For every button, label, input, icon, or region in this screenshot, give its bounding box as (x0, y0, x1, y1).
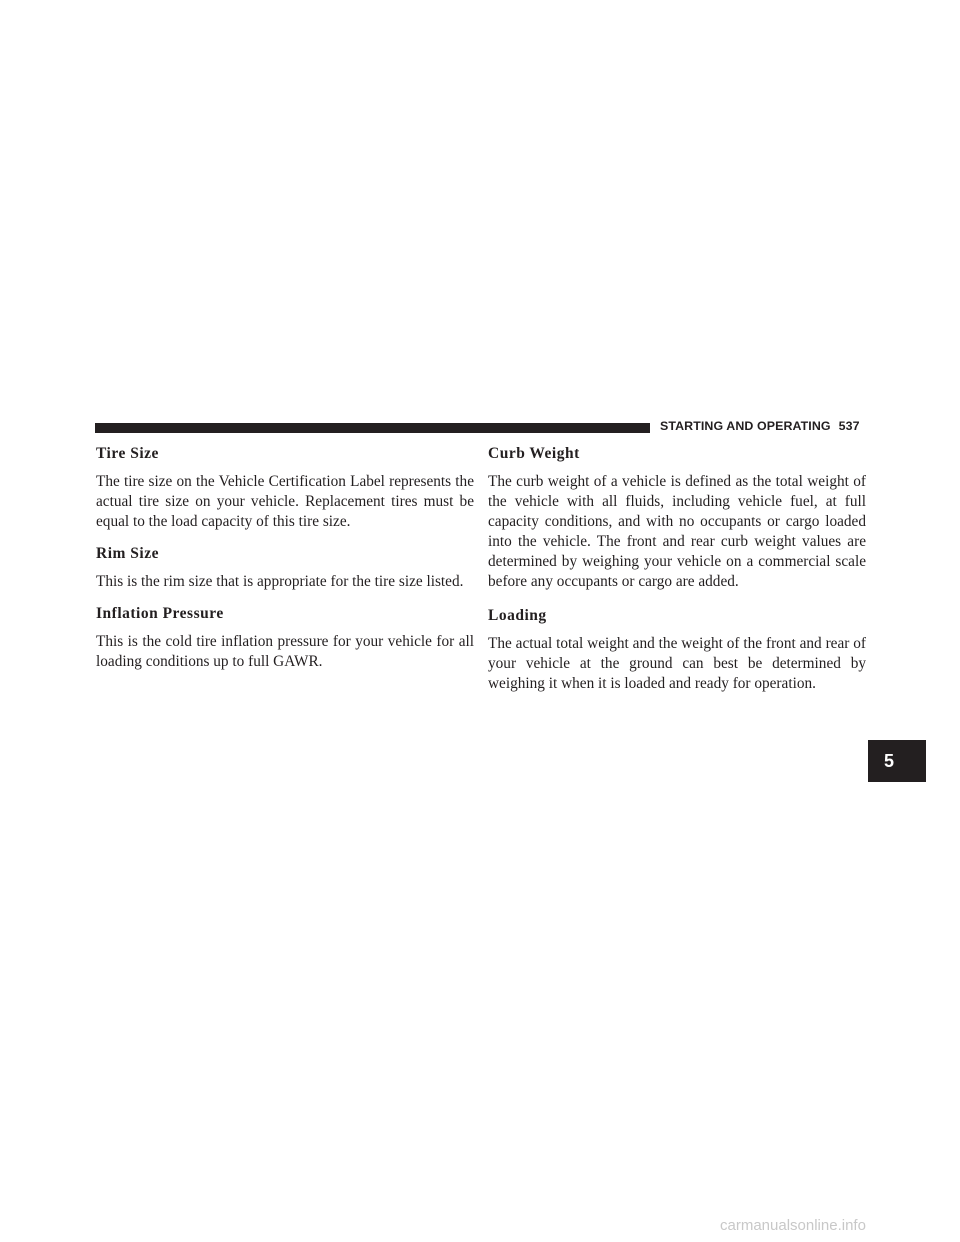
section-inflation-pressure (96, 604, 474, 672)
section-curb-weight (488, 444, 866, 592)
header-rule (95, 423, 650, 433)
section-rim-size (96, 544, 474, 592)
section-heading: Loading (488, 607, 547, 624)
section-tire-size (96, 444, 474, 532)
section-loading (488, 606, 866, 694)
right-column (488, 444, 866, 694)
section-heading: Curb Weight (488, 445, 580, 462)
section-title: STARTING AND OPERATING (660, 419, 831, 433)
section-body: The curb weight of a vehicle is defined as the total weight of the vehicle with all fluids, including vehicle fuel, at full capacity conditions, and with no occupants or cargo loaded into the vehicle. The front and rear curb weight values are determined by weighing your vehicle on a commercial scale before any occupants or cargo are added. (488, 473, 866, 590)
section-heading: Inflation Pressure (96, 605, 224, 622)
section-body: The actual total weight and the weight of the front and rear of your vehicle at the ground can best be determined by weighing it when it is loaded and ready for operation. (488, 635, 866, 692)
page-number: 537 (838, 419, 860, 433)
watermark: carmanualsonline.info (720, 1217, 866, 1234)
section-body: The tire size on the Vehicle Certification Label represents the actual tire size on your vehicle. Replacement tires must be equal to the load capacity of this tire size. (96, 473, 474, 530)
section-body: This is the cold tire inflation pressure for your vehicle for all loading conditions up to full GAWR. (96, 633, 474, 670)
section-body: This is the rim size that is appropriate for the tire size listed. (96, 573, 464, 590)
left-column (96, 444, 474, 672)
chapter-tab: 5 (868, 740, 926, 782)
section-heading: Rim Size (96, 545, 159, 562)
running-header (660, 419, 865, 433)
section-heading: Tire Size (96, 445, 159, 462)
